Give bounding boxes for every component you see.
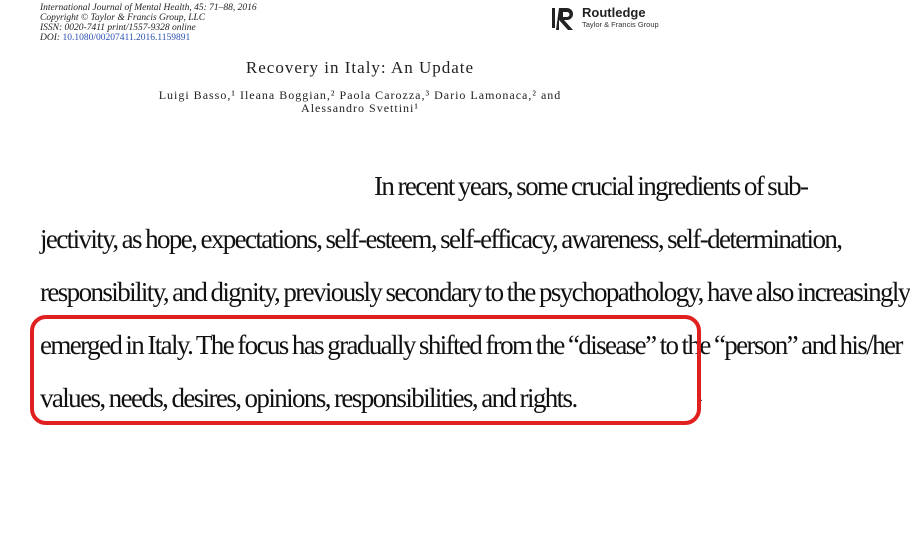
abstract-line: emerged in Italy. The focus has gradually shifted from the “disease” to the “person” and his/her — [40, 330, 902, 360]
journal-citation: International Journal of Mental Health, 45: 71–88, 2016 — [40, 3, 257, 13]
stray-mark: . — [700, 392, 703, 404]
abstract-line: values, needs, desires, opinions, responsibilities, and rights. — [40, 383, 577, 413]
doi-link[interactable]: 10.1080/00207411.2016.1159891 — [62, 33, 191, 43]
authors-line-2: Alessandro Svettini¹ — [301, 101, 419, 115]
journal-copyright: Copyright © Taylor & Francis Group, LLC — [40, 13, 206, 23]
publisher-name: Routledge — [582, 5, 646, 20]
abstract-line: responsibility, and dignity, previously secondary to the psychopathology, have also increasingly — [40, 277, 910, 307]
journal-meta — [40, 3, 257, 43]
author-list — [40, 89, 680, 115]
abstract-line: jectivity, as hope, expectations, self-esteem, self-efficacy, awareness, self-determination, — [40, 224, 842, 254]
article-title: Recovery in Italy: An Update — [245, 58, 475, 77]
abstract-line: In recent years, some crucial ingredients of sub- — [374, 171, 808, 201]
journal-issn: ISSN: 0020-7411 print/1557-9328 online — [40, 23, 196, 33]
journal-doi — [40, 33, 257, 43]
highlight-box — [30, 315, 701, 425]
publisher-subtitle: Taylor & Francis Group — [582, 20, 659, 29]
routledge-logo-icon — [552, 6, 578, 30]
doi-prefix: DOI: — [40, 33, 63, 43]
authors-line-1: Luigi Basso,¹ Ileana Boggian,² Paola Carozza,³ Dario Lamonaca,² and — [158, 88, 562, 102]
publisher-logo — [552, 6, 659, 30]
